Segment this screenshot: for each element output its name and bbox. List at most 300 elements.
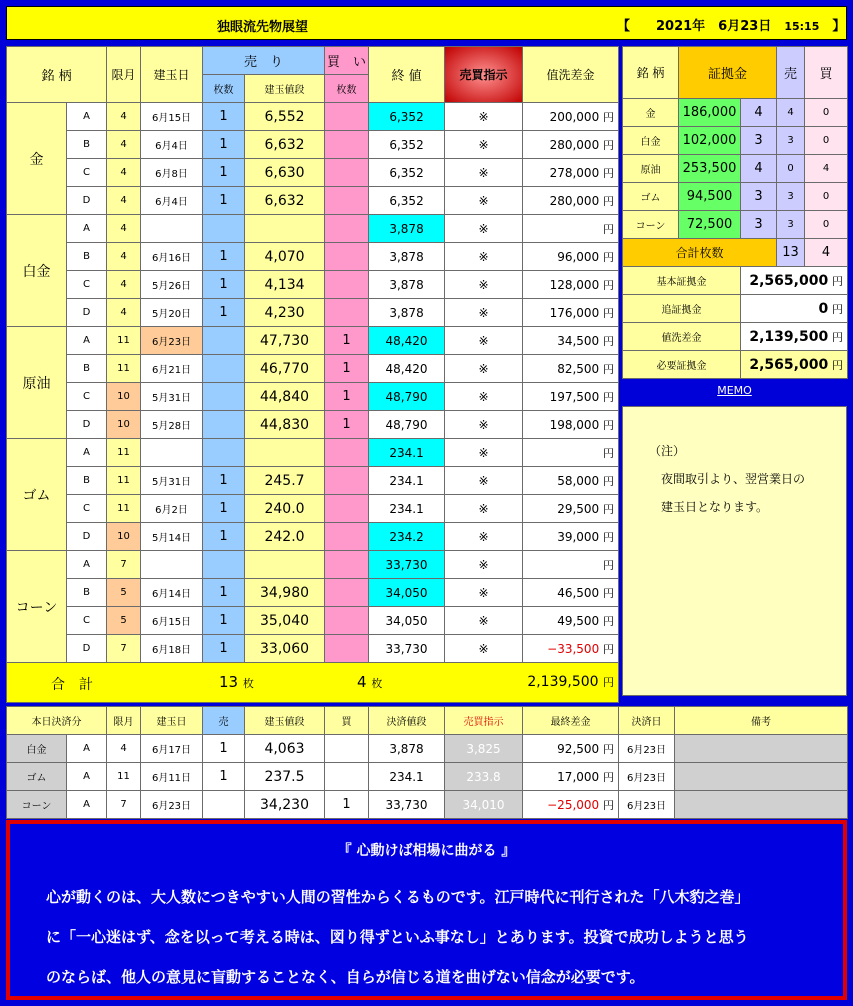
settled-buy — [325, 735, 369, 763]
yen-unit: 円 — [603, 642, 615, 656]
class-cell: D — [67, 187, 107, 215]
settled-settle-date: 6月23日 — [619, 791, 675, 819]
yen-unit: 円 — [603, 306, 615, 320]
month-cell: 11 — [107, 439, 141, 467]
table-row — [7, 299, 619, 327]
summary-row — [623, 323, 848, 351]
summary-label: 必要証拠金 — [623, 351, 741, 379]
yen-unit: 円 — [603, 586, 615, 600]
settled-buy: 1 — [325, 791, 369, 819]
diff-value: 58,000 — [557, 473, 600, 488]
sell-qty-cell — [203, 215, 245, 243]
open-date-cell: 5月28日 — [141, 411, 203, 439]
month-cell: 4 — [107, 187, 141, 215]
time-label: 15:15 — [784, 20, 820, 33]
summary-value-cell — [741, 351, 848, 379]
settled-header-final-diff: 最終差金 — [523, 707, 619, 735]
settled-instruction: 3,825 — [445, 735, 523, 763]
table-row — [7, 579, 619, 607]
margin-sell: 4 — [777, 99, 805, 127]
diff-cell — [523, 495, 619, 523]
diff-value: −33,500 — [547, 641, 600, 656]
header-buy-qty: 枚数 — [325, 75, 369, 103]
table-row — [7, 467, 619, 495]
margin-total-row — [623, 239, 848, 267]
summary-row — [623, 267, 848, 295]
close-cell: 33,730 — [369, 635, 445, 663]
class-cell: D — [67, 523, 107, 551]
table-row — [7, 159, 619, 187]
month-cell: 11 — [107, 495, 141, 523]
summary-label: 値洗差金 — [623, 323, 741, 351]
settled-sell: 1 — [203, 735, 245, 763]
diff-value: 49,500 — [557, 613, 600, 628]
table-row — [7, 131, 619, 159]
margin-symbol: 白金 — [623, 127, 679, 155]
sell-qty-cell: 1 — [203, 495, 245, 523]
month-cell: 11 — [107, 467, 141, 495]
margin-value: 94,500 — [679, 183, 741, 211]
summary-value: 2,565,000 — [749, 272, 829, 289]
month-cell: 10 — [107, 411, 141, 439]
margin-count: 3 — [741, 127, 777, 155]
settled-row — [7, 763, 848, 791]
class-cell: A — [67, 215, 107, 243]
open-date-cell: 6月15日 — [141, 607, 203, 635]
close-cell: 34,050 — [369, 579, 445, 607]
total-row — [7, 663, 619, 703]
side-header-buy: 買 — [805, 47, 848, 99]
buy-qty-cell — [325, 271, 369, 299]
open-date-cell: 6月18日 — [141, 635, 203, 663]
open-date-cell: 6月2日 — [141, 495, 203, 523]
settled-month: 7 — [107, 791, 141, 819]
margin-buy: 0 — [805, 99, 848, 127]
sell-qty-cell — [203, 355, 245, 383]
settled-settle-date: 6月23日 — [619, 735, 675, 763]
sell-price-cell: 47,730 — [245, 327, 325, 355]
memo-line: 夜間取引より、翌営業日の — [649, 472, 806, 486]
sell-price-cell: 4,134 — [245, 271, 325, 299]
settled-price: 4,063 — [245, 735, 325, 763]
sell-qty-cell: 1 — [203, 299, 245, 327]
settled-body — [7, 707, 848, 819]
close-cell: 234.1 — [369, 495, 445, 523]
table-row — [7, 327, 619, 355]
settled-class: A — [67, 763, 107, 791]
table-row — [7, 215, 619, 243]
margin-symbol: 原油 — [623, 155, 679, 183]
instruction-cell: ※ — [445, 159, 523, 187]
margin-value: 102,000 — [679, 127, 741, 155]
diff-value: 198,000 — [549, 417, 600, 432]
table-row — [7, 383, 619, 411]
close-cell: 3,878 — [369, 271, 445, 299]
table-row — [7, 243, 619, 271]
sell-price-cell: 240.0 — [245, 495, 325, 523]
memo-line: （注） — [649, 444, 686, 458]
month-cell: 7 — [107, 551, 141, 579]
margin-total-buy: 4 — [805, 239, 848, 267]
instruction-cell: ※ — [445, 551, 523, 579]
margin-row — [623, 183, 848, 211]
header-symbol: 銘 柄 — [7, 47, 107, 103]
settled-instruction: 233.8 — [445, 763, 523, 791]
sell-price-cell: 6,632 — [245, 187, 325, 215]
settled-date: 6月23日 — [141, 791, 203, 819]
sell-qty-cell: 1 — [203, 131, 245, 159]
symbol-cell: コーン — [7, 551, 67, 663]
yen-unit: 円 — [603, 418, 615, 432]
total-sell-count: 13 枚 — [219, 673, 254, 691]
yen-unit: 円 — [603, 362, 615, 376]
open-date-cell: 5月31日 — [141, 467, 203, 495]
instruction-cell: ※ — [445, 187, 523, 215]
memo-line: 建玉日となります。 — [649, 500, 769, 514]
diff-cell — [523, 355, 619, 383]
margin-symbol: 金 — [623, 99, 679, 127]
sell-qty-cell: 1 — [203, 103, 245, 131]
yen-unit: 円 — [603, 614, 615, 628]
open-date-cell: 6月16日 — [141, 243, 203, 271]
buy-qty-cell — [325, 495, 369, 523]
yen-unit: 円 — [603, 798, 614, 812]
symbol-cell: 金 — [7, 103, 67, 215]
yen-unit: 円 — [603, 446, 615, 460]
buy-qty-cell — [325, 439, 369, 467]
open-date-cell — [141, 551, 203, 579]
header-buy: 買 い — [325, 47, 369, 75]
diff-value: 278,000 — [549, 165, 600, 180]
margin-value: 186,000 — [679, 99, 741, 127]
instruction-cell: ※ — [445, 523, 523, 551]
sell-qty-cell: 1 — [203, 607, 245, 635]
buy-qty-cell — [325, 131, 369, 159]
diff-cell — [523, 327, 619, 355]
table-row — [7, 635, 619, 663]
margin-value: 72,500 — [679, 211, 741, 239]
class-cell: A — [67, 551, 107, 579]
margin-symbol: ゴム — [623, 183, 679, 211]
margin-count: 3 — [741, 211, 777, 239]
sell-price-cell — [245, 551, 325, 579]
sell-qty-cell: 1 — [203, 159, 245, 187]
month-cell: 4 — [107, 159, 141, 187]
close-cell: 234.2 — [369, 523, 445, 551]
instruction-cell: ※ — [445, 355, 523, 383]
settled-row — [7, 735, 848, 763]
settled-header-date: 建玉日 — [141, 707, 203, 735]
margin-sell: 3 — [777, 127, 805, 155]
settled-class: A — [67, 735, 107, 763]
month-cell: 11 — [107, 355, 141, 383]
sell-qty-cell — [203, 551, 245, 579]
symbol-cell: 白金 — [7, 215, 67, 327]
yen-unit: 円 — [603, 502, 615, 516]
sell-qty-cell — [203, 439, 245, 467]
diff-cell — [523, 215, 619, 243]
margin-symbol: コーン — [623, 211, 679, 239]
open-date-cell: 5月26日 — [141, 271, 203, 299]
diff-cell — [523, 383, 619, 411]
margin-sell: 0 — [777, 155, 805, 183]
open-date-cell: 6月14日 — [141, 579, 203, 607]
settled-note — [675, 763, 848, 791]
yen-unit: 円 — [603, 138, 615, 152]
margin-count: 4 — [741, 99, 777, 127]
sell-price-cell: 44,830 — [245, 411, 325, 439]
settled-settle-price: 234.1 — [369, 763, 445, 791]
settled-settle-date: 6月23日 — [619, 763, 675, 791]
margin-row — [623, 211, 848, 239]
sell-qty-cell: 1 — [203, 271, 245, 299]
header-instruction: 売買指示 — [445, 47, 523, 103]
class-cell: C — [67, 607, 107, 635]
sell-price-cell: 6,552 — [245, 103, 325, 131]
month-cell: 4 — [107, 243, 141, 271]
class-cell: B — [67, 131, 107, 159]
close-cell: 234.1 — [369, 439, 445, 467]
class-cell: B — [67, 467, 107, 495]
class-cell: D — [67, 411, 107, 439]
symbol-cell: 原油 — [7, 327, 67, 439]
settled-note — [675, 791, 848, 819]
settled-diff: 17,000 — [557, 769, 600, 784]
class-cell: A — [67, 327, 107, 355]
sell-price-cell: 4,070 — [245, 243, 325, 271]
yen-unit: 円 — [603, 742, 614, 756]
buy-qty-cell — [325, 467, 369, 495]
instruction-cell: ※ — [445, 439, 523, 467]
diff-value: 280,000 — [549, 193, 600, 208]
diff-cell — [523, 103, 619, 131]
close-cell: 33,730 — [369, 551, 445, 579]
open-date-cell: 6月8日 — [141, 159, 203, 187]
sell-price-cell: 44,840 — [245, 383, 325, 411]
memo-body — [622, 406, 847, 696]
month-cell: 4 — [107, 215, 141, 243]
open-date-cell: 6月23日 — [141, 327, 203, 355]
buy-qty-cell: 1 — [325, 383, 369, 411]
margin-sell: 3 — [777, 183, 805, 211]
diff-cell — [523, 299, 619, 327]
sell-qty-cell: 1 — [203, 187, 245, 215]
diff-cell — [523, 551, 619, 579]
diff-cell — [523, 635, 619, 663]
summary-label: 追証拠金 — [623, 295, 741, 323]
diff-value: 29,500 — [557, 501, 600, 516]
sell-qty-cell: 1 — [203, 523, 245, 551]
instruction-cell: ※ — [445, 635, 523, 663]
summary-label: 基本証拠金 — [623, 267, 741, 295]
margin-count: 4 — [741, 155, 777, 183]
close-cell: 3,878 — [369, 299, 445, 327]
class-cell: C — [67, 383, 107, 411]
month-cell: 5 — [107, 579, 141, 607]
sell-price-cell: 6,632 — [245, 131, 325, 159]
open-date-cell — [141, 215, 203, 243]
sell-price-cell: 46,770 — [245, 355, 325, 383]
settled-note — [675, 735, 848, 763]
settled-header-instruction: 売買指示 — [445, 707, 523, 735]
sell-price-cell: 35,040 — [245, 607, 325, 635]
yen-unit: 円 — [832, 358, 844, 372]
month-cell: 10 — [107, 383, 141, 411]
header-open-date: 建玉日 — [141, 47, 203, 103]
yen-unit: 円 — [603, 474, 615, 488]
settled-header-settle-date: 決済日 — [619, 707, 675, 735]
sell-price-cell — [245, 439, 325, 467]
settled-symbol: 白金 — [7, 735, 67, 763]
month-cell: 11 — [107, 327, 141, 355]
diff-cell — [523, 607, 619, 635]
close-cell: 3,878 — [369, 215, 445, 243]
margin-total-label: 合計枚数 — [623, 239, 777, 267]
month-cell: 4 — [107, 131, 141, 159]
settled-header-note: 備考 — [675, 707, 848, 735]
summary-value: 2,565,000 — [749, 356, 829, 373]
diff-cell — [523, 187, 619, 215]
close-cell: 6,352 — [369, 131, 445, 159]
instruction-cell: ※ — [445, 243, 523, 271]
settled-diff-cell — [523, 791, 619, 819]
buy-qty-cell — [325, 243, 369, 271]
instruction-cell: ※ — [445, 215, 523, 243]
sell-price-cell: 34,980 — [245, 579, 325, 607]
summary-value: 2,139,500 — [749, 328, 829, 345]
sell-qty-cell — [203, 411, 245, 439]
buy-qty-cell — [325, 635, 369, 663]
close-cell: 6,352 — [369, 159, 445, 187]
diff-value: 200,000 — [549, 109, 600, 124]
settled-header-label: 本日決済分 — [7, 707, 107, 735]
class-cell: B — [67, 355, 107, 383]
instruction-cell: ※ — [445, 327, 523, 355]
settled-header-sell: 売 — [203, 707, 245, 735]
margin-row — [623, 99, 848, 127]
side-header-margin: 証拠金 — [679, 47, 777, 99]
month-cell: 4 — [107, 299, 141, 327]
header-close: 終 値 — [369, 47, 445, 103]
buy-qty-cell: 1 — [325, 411, 369, 439]
class-cell: A — [67, 103, 107, 131]
open-date-cell: 6月21日 — [141, 355, 203, 383]
side-header-sell: 売 — [777, 47, 805, 99]
settled-settle-price: 3,878 — [369, 735, 445, 763]
margin-total-sell: 13 — [777, 239, 805, 267]
buy-qty-cell — [325, 159, 369, 187]
margin-row — [623, 155, 848, 183]
quote-panel — [6, 820, 847, 1000]
month-cell: 10 — [107, 523, 141, 551]
settled-header-settle-price: 決済値段 — [369, 707, 445, 735]
class-cell: C — [67, 159, 107, 187]
table-row — [7, 607, 619, 635]
diff-value: 176,000 — [549, 305, 600, 320]
margin-buy: 4 — [805, 155, 848, 183]
class-cell: B — [67, 243, 107, 271]
diff-value: 280,000 — [549, 137, 600, 152]
margin-count: 3 — [741, 183, 777, 211]
diff-value: 82,500 — [557, 361, 600, 376]
instruction-cell: ※ — [445, 271, 523, 299]
open-date-cell: 6月4日 — [141, 187, 203, 215]
settled-diff-cell — [523, 735, 619, 763]
summary-row — [623, 295, 848, 323]
close-cell: 48,790 — [369, 383, 445, 411]
open-date-cell: 5月14日 — [141, 523, 203, 551]
side-header-symbol: 銘 柄 — [623, 47, 679, 99]
sell-price-cell: 33,060 — [245, 635, 325, 663]
settled-date: 6月11日 — [141, 763, 203, 791]
header-month: 限月 — [107, 47, 141, 103]
diff-value: 46,500 — [557, 585, 600, 600]
settled-symbol: ゴム — [7, 763, 67, 791]
close-cell: 48,790 — [369, 411, 445, 439]
diff-cell — [523, 467, 619, 495]
settled-buy — [325, 763, 369, 791]
buy-qty-cell — [325, 523, 369, 551]
yen-unit: 円 — [832, 330, 844, 344]
table-row — [7, 439, 619, 467]
positions-body — [7, 103, 619, 663]
table-row — [7, 103, 619, 131]
yen-unit: 円 — [603, 110, 615, 124]
settled-class: A — [67, 791, 107, 819]
diff-cell — [523, 411, 619, 439]
quote-line: 心が動くのは、大人数につきやすい人間の習性からくるものです。江戸時代に刊行された「八木豹之巻」 — [46, 888, 750, 906]
close-cell: 3,878 — [369, 243, 445, 271]
buy-qty-cell — [325, 551, 369, 579]
margin-buy: 0 — [805, 211, 848, 239]
yen-unit: 円 — [603, 390, 615, 404]
summary-value-cell — [741, 323, 848, 351]
symbol-cell: ゴム — [7, 439, 67, 551]
yen-unit: 円 — [603, 250, 615, 264]
summary-value: 0 — [818, 300, 829, 317]
margin-buy: 0 — [805, 183, 848, 211]
settled-table — [6, 706, 848, 819]
margin-sell: 3 — [777, 211, 805, 239]
settled-diff-cell — [523, 763, 619, 791]
diff-cell — [523, 131, 619, 159]
sell-price-cell: 245.7 — [245, 467, 325, 495]
yen-unit: 円 — [603, 530, 615, 544]
diff-cell — [523, 243, 619, 271]
sell-price-cell — [245, 215, 325, 243]
open-date-cell: 6月15日 — [141, 103, 203, 131]
quote-line: のならば、他人の意見に盲動することなく、自らが信じる道を曲げない信念が必要です。 — [46, 968, 645, 986]
instruction-cell: ※ — [445, 383, 523, 411]
close-cell: 6,352 — [369, 103, 445, 131]
yen-unit: 円 — [603, 278, 615, 292]
close-cell: 48,420 — [369, 355, 445, 383]
diff-cell — [523, 523, 619, 551]
instruction-cell: ※ — [445, 299, 523, 327]
yen-unit: 円 — [603, 334, 615, 348]
total-diff: 2,139,500 円 — [527, 674, 615, 690]
settled-diff: −25,000 — [547, 797, 600, 812]
margin-buy: 0 — [805, 127, 848, 155]
settled-sell — [203, 791, 245, 819]
close-cell: 48,420 — [369, 327, 445, 355]
buy-qty-cell: 1 — [325, 355, 369, 383]
memo-link[interactable]: MEMO — [717, 384, 752, 397]
margin-body — [623, 47, 848, 379]
yen-unit: 円 — [603, 194, 615, 208]
header-diff: 值洗差金 — [523, 47, 619, 103]
yen-unit: 円 — [832, 274, 844, 288]
